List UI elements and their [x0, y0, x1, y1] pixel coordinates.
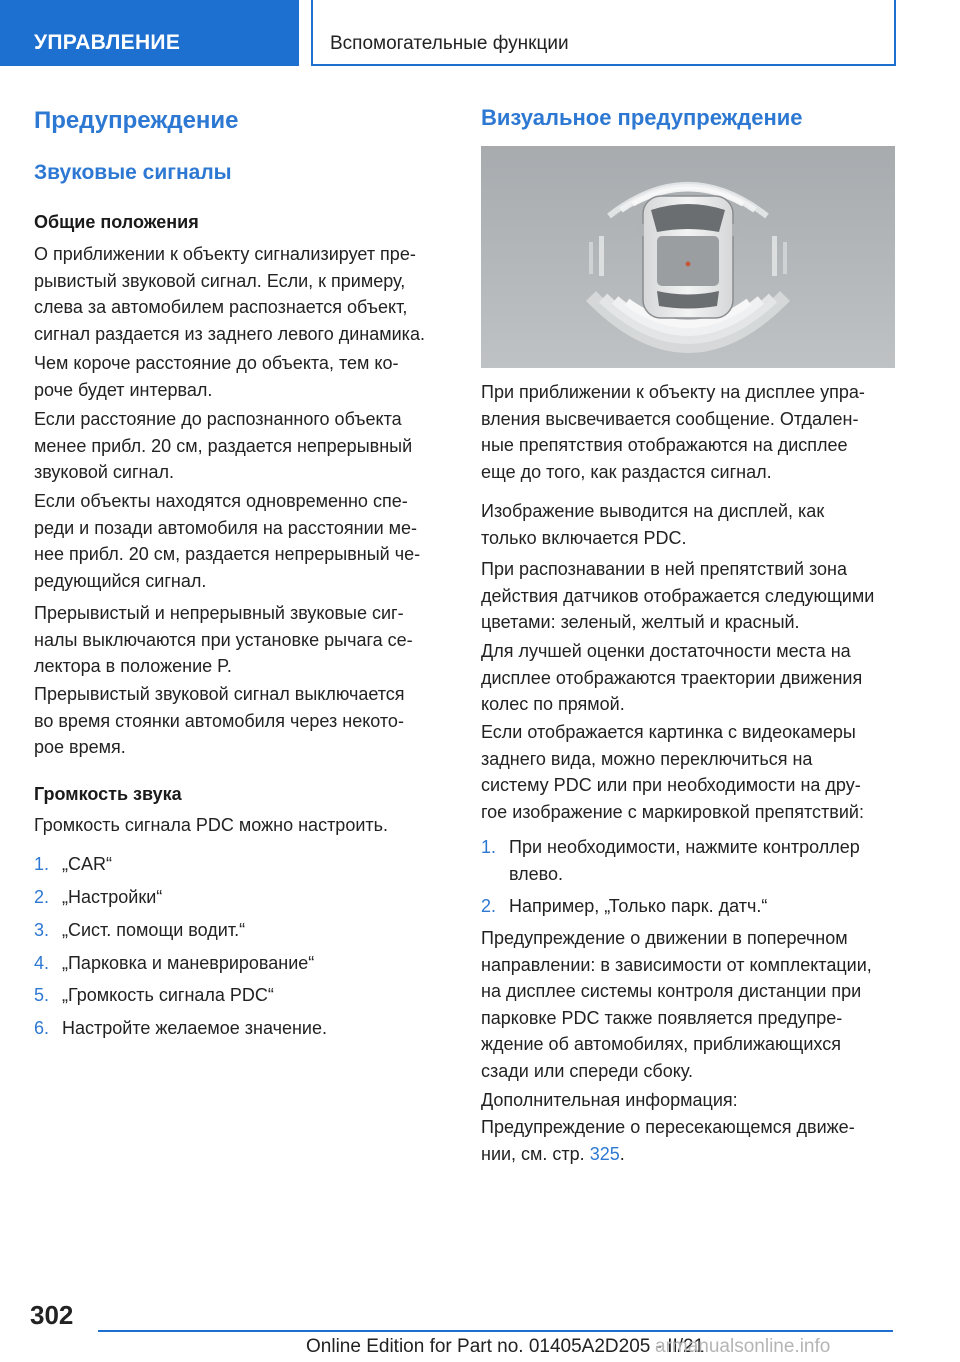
paragraph-r1: При приближении к объекту на дисплее упра- вления высвечивается сообщение. Отдален- ные препятствия отображаются на дисплее еще до того, как раздастся сигнал.: [481, 382, 865, 482]
heading-visual-warning: Визуальное предупреждение: [481, 105, 803, 130]
paragraph-3: Если расстояние до распознанного объекта менее прибл. 20 см, раздается непрерывный звуковой сигнал.: [34, 409, 413, 482]
paragraph-5: Прерывистый и непрерывный звуковые сиг- налы выключаются при установке рычага се- лектора в положение P.: [34, 603, 413, 676]
paragraph-6: Прерывистый звуковой сигнал выключается во время стоянки автомобиля через некото- рое время.: [34, 684, 405, 757]
pdc-display-image: [481, 146, 895, 368]
list-item: 3. „Сист. помощи водит.“: [34, 920, 246, 940]
heading-volume: Громкость звука: [34, 784, 182, 804]
list-item: 2. Например, „Только парк. датч.“: [481, 896, 768, 916]
volume-text: Громкость сигнала PDC можно настроить.: [34, 815, 389, 835]
paragraph-r2: Изображение выводится на дисплей, как только включается PDC.: [481, 501, 825, 548]
pdc-illustration: [481, 146, 895, 368]
list-item: 1. „CAR“: [34, 854, 112, 874]
heading-warning: Предупреждение: [34, 107, 239, 134]
section-tab: УПРАВЛЕНИЕ: [0, 0, 299, 66]
paragraph-4: Если объекты находятся одновременно спе- реди и позади автомобиля на расстоянии ме- нее прибл. 20 см, раздается непрерывный че- редующийся сигнал.: [34, 491, 421, 591]
list-item: 6. Настройте желаемое значение.: [34, 1018, 327, 1038]
paragraph-r3: При распознавании в ней препятствий зона действия датчиков отображается следующими цветами: зеленый, желтый и красный.: [481, 559, 875, 632]
paragraph-r4: Для лучшей оценки достаточности места на дисплее отображаются траектории движения колес по прямой.: [481, 641, 863, 714]
edition-note: Online Edition for Part no. 01405A2D205 - II/21: [306, 1336, 705, 1357]
paragraph-r8: Предупреждение о пересекающемся движе- нии, см. стр. 325.: [481, 1117, 855, 1164]
paragraph-r6: Предупреждение о движении в поперечном направлении: в зависимости от комплектации, на дисплее системы контроля дистанции при парковке PDC также появляется предупре- ждение об автомобилях, приближающихся сзади или спереди сбоку.: [481, 928, 872, 1081]
list-item: 5. „Громкость сигнала PDC“: [34, 985, 274, 1005]
paragraph-r5: Если отображается картинка с видеокамеры заднего вида, можно переключиться на систему PDC или при необходимости на дру- гое изображение с маркировкой препятствий:: [481, 722, 864, 822]
page-ref-link[interactable]: 325: [589, 1143, 620, 1164]
paragraph-1: О приближении к объекту сигнализирует пре- рывистый звуковой сигнал. Если, к примеру, слева за автомобилем распознается объект, сигнал раздается из заднего левого динамика.: [34, 244, 425, 344]
paragraph-2: Чем короче расстояние до объекта, тем ко- роче будет интервал.: [34, 353, 399, 400]
list-item: 2. „Настройки“: [34, 887, 163, 907]
paragraph-r7: Дополнительная информация:: [481, 1090, 738, 1110]
heading-general: Общие положения: [34, 212, 199, 232]
car-icon: [637, 196, 739, 318]
list-item: 1. При необходимости, нажмите контроллер влево.: [481, 837, 860, 884]
heading-sound-signals: Звуковые сигналы: [34, 161, 232, 184]
list-item: 4. „Парковка и маневрирование“: [34, 953, 315, 973]
watermark: armanualsonline.info: [655, 1336, 831, 1357]
chapter-title: Вспомогательные функции: [311, 0, 896, 66]
page-number: 302: [30, 1300, 74, 1330]
footer-divider: [98, 1330, 893, 1332]
